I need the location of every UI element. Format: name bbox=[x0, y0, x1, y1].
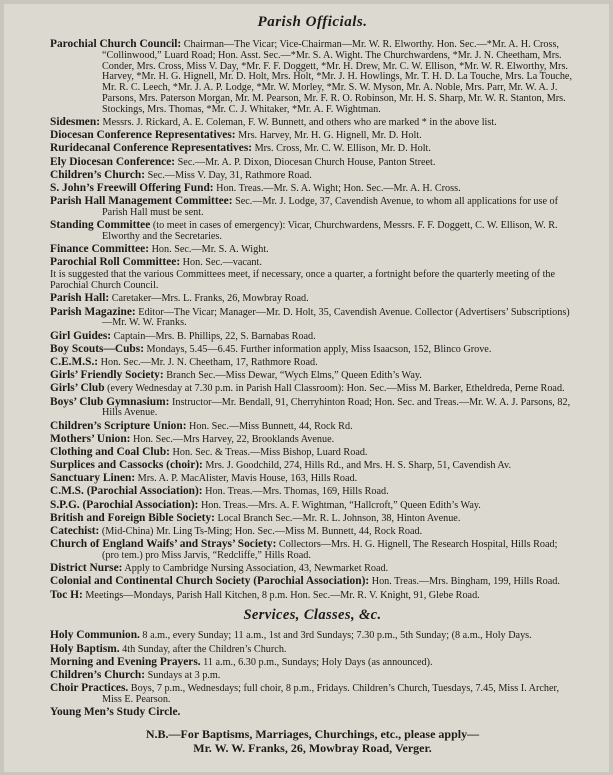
service-entry-label: Children’s Church: bbox=[50, 668, 146, 681]
official-entry-text: Hon. Treas.—Mrs. Bingham, 199, Hills Road. bbox=[371, 576, 560, 588]
official-entry bbox=[50, 576, 575, 588]
official-entry bbox=[50, 183, 575, 195]
official-entry-text: Branch Sec.—Miss Dewar, “Wych Elms,” Queen Edith’s Way. bbox=[166, 370, 422, 382]
footer-note bbox=[50, 727, 575, 755]
official-entry bbox=[50, 370, 575, 382]
official-entry-text: Sec.—Mr. J. Lodge, 37, Cavendish Avenue, to whom all applications for use of Parish Hall must be sent. bbox=[102, 196, 559, 218]
services-title: Services, Classes, &c. bbox=[243, 607, 382, 624]
official-entry-text: (to meet in cases of emergency): Vicar, Churchwardens, Messrs. F. F. Doggett, C. W. Ellison, W. R. Elworthy and the Secretaries. bbox=[102, 220, 558, 242]
official-entry-label: Boy Scouts—Cubs: bbox=[50, 342, 144, 355]
official-entry-label: Church of England Waifs’ and Strays’ Society: bbox=[50, 538, 277, 551]
official-entry bbox=[50, 357, 575, 369]
official-entry-label: Parish Hall: bbox=[50, 292, 110, 305]
official-entry bbox=[50, 460, 575, 472]
official-entry-label: Finance Committee: bbox=[50, 243, 150, 256]
official-entry-label: Toc H: bbox=[50, 588, 83, 601]
official-entry bbox=[50, 270, 575, 292]
official-entry bbox=[50, 117, 575, 129]
official-entry bbox=[50, 344, 575, 356]
official-entry-label: Mothers’ Union: bbox=[50, 432, 131, 445]
official-entry bbox=[50, 196, 575, 219]
service-entry bbox=[50, 683, 575, 706]
official-entry bbox=[50, 397, 575, 420]
official-entry-text: Chairman—The Vicar; Vice-Chairman—Mr. W. R. Elworthy. Hon. Sec.—*Mr. A. H. Cross, “Collinwood,” Luard Road; Hon. Asst. Sec.—*Mr. S. A. Wight. The Churchwardens, *Mr. J. N. Cheetham, Mrs. Conder, Mrs. Cross, Miss V. Day, *Mr. F. F. Doggett, *Mr. H. Drew, Mr. C. W. Ellison, *Mr. W. R. Elworthy, Mrs. Harvey, *Mr. H. G. Hignell, Mr. D. Holt, Mrs. Holt, *Mr. J. H. Howlings, Mr. T. H. D. La Touche, Mrs. La Touche, Mr. R. C. Leech, *Mr. J. A. P. Lodge, *Mr. W. Morley, *Mr. S. W. Myson, Mr. A. Noble, Mrs. Parr, Mr. W. A. J. Parsons, Mrs. Paterson Morgan, Mr. M. Pearson, Mr. F. R. O. Robinson, Mr. H. S. Sharp, Mr. W. R. Stanton, Mrs. Stockings, Mrs. Thomas, *Mr. C. J. Whitaker, *Mr. A. F. Wightman. bbox=[102, 39, 572, 115]
official-entry bbox=[50, 447, 575, 459]
official-entry-label: Children’s Church: bbox=[50, 168, 146, 181]
official-entry bbox=[50, 143, 575, 155]
official-entry bbox=[50, 293, 575, 305]
officials-list bbox=[50, 39, 575, 601]
official-entry-text: Instructor—Mr. Bendall, 91, Cherryhinton Road; Hon. Sec. and Treas.—Mr. W. A. J. Parsons, 82, Hills Avenue. bbox=[102, 396, 571, 419]
service-entry bbox=[50, 644, 575, 656]
official-entry bbox=[50, 39, 575, 116]
official-entry-label: Parish Hall Management Committee: bbox=[50, 195, 233, 208]
official-entry-text: Meetings—Mondays, Parish Hall Kitchen, 8 p.m. Hon. Sec.—Mr. R. V. Knight, 91, Glebe Road. bbox=[85, 589, 480, 601]
service-entry-label: Choir Practices. bbox=[50, 682, 129, 695]
service-entry-label: Holy Baptism. bbox=[50, 642, 120, 655]
page-title: Parish Officials. bbox=[257, 14, 368, 30]
official-entry-text: Hon. Sec.—Mr. S. A. Wight. bbox=[151, 244, 269, 256]
official-entry-text: Mondays, 5.45—6.45. Further information apply, Miss Isaacson, 152, Blinco Grove. bbox=[146, 343, 492, 355]
services-list bbox=[50, 630, 575, 719]
official-entry bbox=[50, 526, 575, 538]
official-entry-text: Hon. Sec.—Mrs Harvey, 22, Brooklands Avenue. bbox=[133, 433, 335, 445]
official-entry-label: Children’s Scripture Union: bbox=[50, 419, 187, 432]
official-entry-text: Local Branch Sec.—Mr. R. L. Johnson, 38, Hinton Avenue. bbox=[217, 512, 461, 524]
official-entry bbox=[50, 539, 575, 562]
official-entry-label: S.P.G. (Parochial Association): bbox=[50, 498, 199, 511]
official-entry bbox=[50, 590, 575, 602]
official-entry-text: Mrs. Cross, Mr. C. W. Ellison, Mr. D. Holt. bbox=[254, 143, 431, 155]
official-entry-label: Girls’ Club bbox=[50, 382, 105, 395]
official-entry-text: Sec.—Miss V. Day, 31, Rathmore Road. bbox=[147, 169, 312, 181]
official-entry-text: Hon. Sec. & Treas.—Miss Bishop, Luard Road. bbox=[172, 446, 368, 458]
official-entry-text: Editor—The Vicar; Manager—Mr. D. Holt, 35, Cavendish Avenue. Collector (Advertisers’ Subscriptions)—Mr. W. W. Franks. bbox=[102, 306, 570, 329]
service-entry-label: Young Men’s Study Circle. bbox=[50, 706, 181, 719]
official-entry bbox=[50, 220, 575, 243]
official-entry-label: Parish Magazine: bbox=[50, 305, 136, 318]
official-entry-label: Sanctuary Linen: bbox=[50, 472, 136, 485]
official-entry-text: Hon. Treas.—Mrs. A. F. Wightman, “Hallcroft,” Queen Edith’s Way. bbox=[200, 499, 481, 511]
service-entry-text: Boys, 7 p.m., Wednesdays; full choir, 8 p.m., Fridays. Children’s Church, Tuesdays, 7.45, Miss I. Archer, Miss E. Pearson. bbox=[102, 683, 560, 705]
official-entry-label: District Nurse: bbox=[50, 562, 123, 575]
official-entry-text: It is suggested that the various Committees meet, if necessary, once a quarter, a fortnight before the quarterly meeting of the Parochial Church Council. bbox=[50, 269, 556, 292]
official-entry-text: Hon. Treas.—Mr. S. A. Wight; Hon. Sec.—Mr. A. H. Cross. bbox=[216, 182, 461, 194]
official-entry-text: Mrs. Harvey, Mr. H. G. Hignell, Mr. D. Holt. bbox=[238, 130, 422, 142]
official-entry-label: Boys’ Club Gymnasium: bbox=[50, 395, 170, 408]
official-entry-text: Sec.—Mr. A. P. Dixon, Diocesan Church House, Panton Street. bbox=[177, 156, 436, 168]
official-entry-text: Hon. Treas.—Mrs. Thomas, 169, Hills Road. bbox=[205, 486, 389, 498]
official-entry-label: Girl Guides: bbox=[50, 329, 112, 342]
official-entry-label: Colonial and Continental Church Society (Parochial Association): bbox=[50, 575, 370, 588]
official-entry-label: Ely Diocesan Conference: bbox=[50, 155, 176, 168]
service-entry-text: 11 a.m., 6.30 p.m., Sundays; Holy Days (as announced). bbox=[203, 656, 433, 668]
official-entry bbox=[50, 421, 575, 433]
service-entry bbox=[50, 707, 575, 719]
service-entry-text: 8 a.m., every Sunday; 11 a.m., 1st and 3rd Sundays; 7.30 p.m., 5th Sunday; (8 a.m., Holy Days. bbox=[142, 630, 532, 642]
official-entry bbox=[50, 473, 575, 485]
official-entry-label: C.E.M.S.: bbox=[50, 355, 99, 368]
service-entry bbox=[50, 670, 575, 682]
official-entry bbox=[50, 157, 575, 169]
official-entry-text: Apply to Cambridge Nursing Association, 43, Newmarket Road. bbox=[124, 563, 389, 575]
official-entry bbox=[50, 170, 575, 182]
footer-line-1: N.B.—For Baptisms, Marriages, Churchings, etc., please apply— bbox=[145, 726, 480, 741]
official-entry-label: Surplices and Cassocks (choir): bbox=[50, 459, 203, 472]
official-entry bbox=[50, 563, 575, 575]
official-entry-text: (Mid-China) Mr. Ling Ts-Ming; Hon. Sec.—Miss M. Bunnett, 44, Rock Road. bbox=[101, 526, 423, 538]
official-entry-text: Mrs. A. P. MacAlister, Mavis House, 163, Hills Road. bbox=[137, 473, 358, 485]
official-entry-label: Catechist: bbox=[50, 525, 100, 538]
service-entry-label: Holy Communion. bbox=[50, 629, 140, 642]
official-entry bbox=[50, 244, 575, 256]
official-entry-label: S. John’s Freewill Offering Fund: bbox=[50, 181, 214, 194]
official-entry bbox=[50, 500, 575, 512]
official-entry-text: Messrs. J. Rickard, A. E. Coleman, F. W. Bunnett, and others who are marked * in the above list. bbox=[102, 116, 497, 128]
official-entry-text: Mrs. J. Goodchild, 274, Hills Rd., and Mrs. H. S. Sharp, 51, Cavendish Av. bbox=[205, 460, 512, 472]
official-entry-label: Parochial Church Council: bbox=[50, 38, 182, 50]
official-entry-label: C.M.S. (Parochial Association): bbox=[50, 485, 203, 498]
magazine-page bbox=[4, 4, 609, 772]
official-entry-label: Standing Committee bbox=[50, 219, 151, 232]
official-entry-label: Sidesmen: bbox=[50, 115, 100, 128]
official-entry-text: Hon. Sec.—Miss Bunnett, 44, Rock Rd. bbox=[189, 420, 353, 432]
official-entry bbox=[50, 331, 575, 343]
service-entry-text: 4th Sunday, after the Children’s Church. bbox=[122, 643, 287, 655]
service-entry-text: Sundays at 3 p.m. bbox=[147, 669, 221, 681]
official-entry-text: (every Wednesday at 7.30 p.m. in Parish Hall Classroom): Hon. Sec.—Miss M. Barker, Etheldreda, Perne Road. bbox=[107, 383, 565, 395]
official-entry bbox=[50, 257, 575, 269]
official-entry-text: Collectors—Mrs. H. G. Hignell, The Research Hospital, Hills Road; (pro tem.) pro Miss Jarvis, “Redcliffe,” Hills Road. bbox=[102, 539, 558, 561]
official-entry-label: Parochial Roll Committee: bbox=[50, 256, 181, 269]
official-entry-text: Hon. Sec.—Mr. J. N. Cheetham, 17, Rathmore Road. bbox=[100, 356, 318, 368]
official-entry-text: Hon. Sec.—vacant. bbox=[182, 257, 262, 269]
official-entry-label: British and Foreign Bible Society: bbox=[50, 511, 215, 524]
official-entry-label: Ruridecanal Conference Representatives: bbox=[50, 142, 253, 155]
service-entry bbox=[50, 657, 575, 669]
service-entry-label: Morning and Evening Prayers. bbox=[50, 655, 201, 668]
footer-line-2: Mr. W. W. Franks, 26, Mowbray Road, Verger. bbox=[193, 740, 432, 755]
official-entry-label: Clothing and Coal Club: bbox=[50, 445, 170, 458]
official-entry-text: Captain—Mrs. B. Phillips, 22, S. Barnabas Road. bbox=[113, 330, 316, 342]
service-entry bbox=[50, 630, 575, 642]
official-entry-label: Girls’ Friendly Society: bbox=[50, 369, 164, 382]
official-entry-text: Caretaker—Mrs. L. Franks, 26, Mowbray Road. bbox=[111, 293, 309, 305]
official-entry bbox=[50, 513, 575, 525]
official-entry bbox=[50, 434, 575, 446]
official-entry bbox=[50, 130, 575, 142]
official-entry bbox=[50, 307, 575, 330]
official-entry bbox=[50, 383, 575, 395]
official-entry bbox=[50, 486, 575, 498]
official-entry-label: Diocesan Conference Representatives: bbox=[50, 129, 236, 142]
